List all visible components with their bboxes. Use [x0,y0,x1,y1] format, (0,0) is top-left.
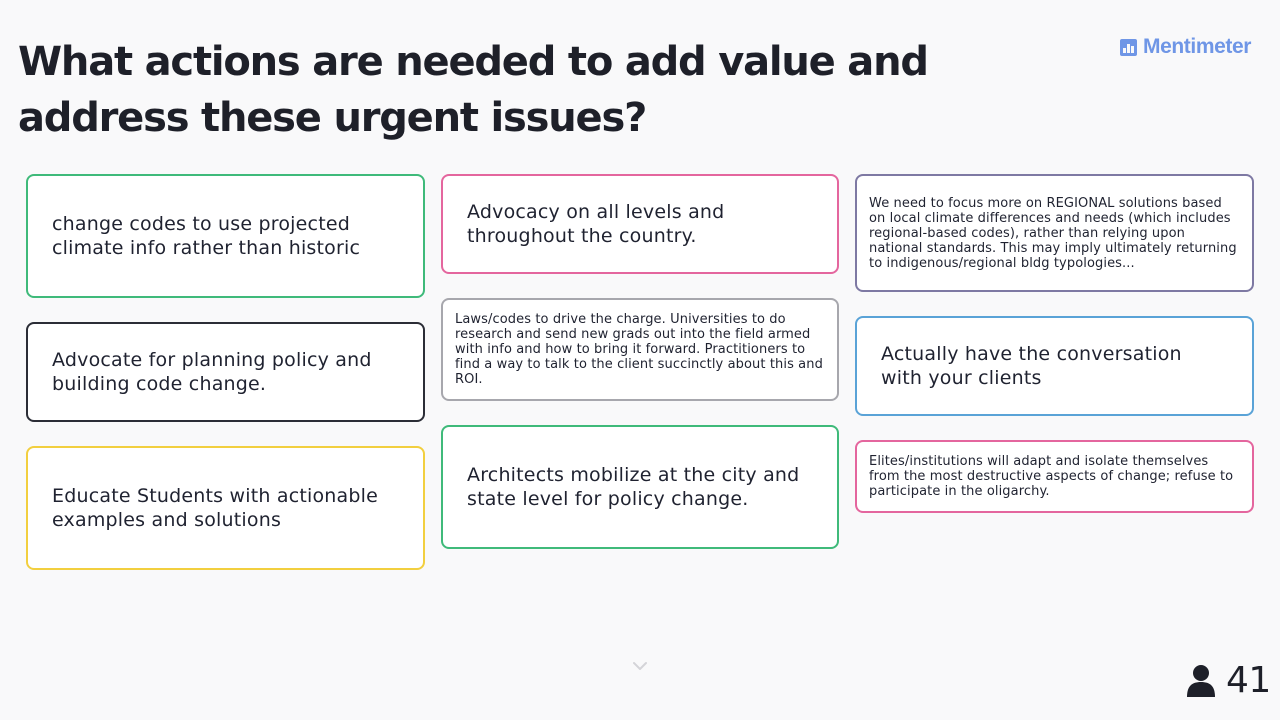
person-icon [1186,664,1216,698]
response-text: Elites/institutions will adapt and isolate themselves from the most destructive aspects of change; refuse to participate in the oligarchy. [869,454,1234,499]
response-text: We need to focus more on REGIONAL solutions based on local climate differences and needs (which includes regional-based codes), rather than relying upon national standards. This may imply ultimately returning to indigenous/regional bldg typologies... [869,195,1237,271]
response-text: change codes to use projected climate info rather than historic [52,213,361,259]
response-card [855,174,1254,292]
response-card [441,298,839,401]
participant-counter [1186,660,1271,701]
question-title: What actions are needed to add value and address these urgent issues? [18,39,928,141]
response-card [26,446,425,570]
response-card [441,425,839,549]
response-card [855,440,1254,513]
response-card [441,174,839,274]
bar-chart-icon [1120,39,1137,56]
response-text: Laws/codes to drive the charge. Universities to do research and send new grads out into the field armed with info and how to bring it forward. Practitioners to find a way to talk to the client succinctly about this and ROI. [455,312,823,387]
mentimeter-logo [1120,35,1251,59]
response-text: Architects mobilize at the city and state level for policy change. [467,464,800,510]
response-text: Advocacy on all levels and throughout the country. [467,201,725,247]
response-card [855,316,1254,416]
chevron-down-icon[interactable] [632,658,648,674]
response-text: Actually have the conversation with your clients [881,343,1182,389]
brand-name: Mentimeter [1143,35,1252,58]
participant-count: 41 [1226,660,1271,701]
response-card [26,174,425,298]
response-text: Educate Students with actionable examples and solutions [52,485,379,531]
response-text: Advocate for planning policy and building code change. [52,349,372,395]
response-card [26,322,425,422]
